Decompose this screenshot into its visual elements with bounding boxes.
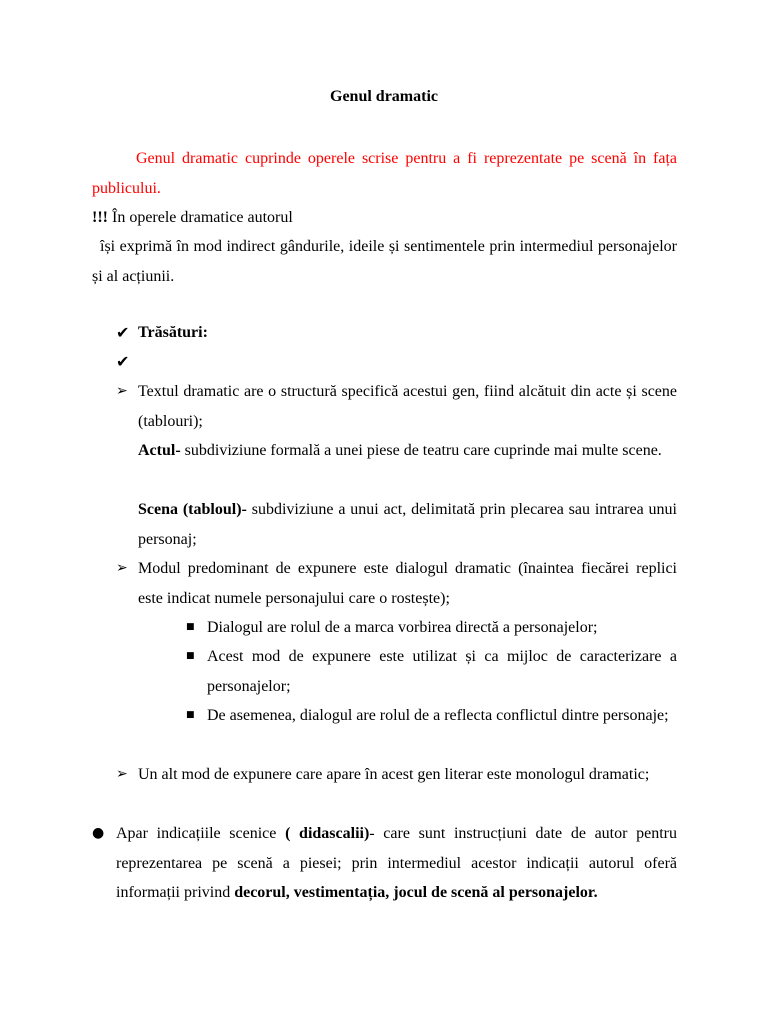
term-actul: Actul-	[138, 442, 181, 459]
definition-actul	[138, 436, 677, 466]
point-didascalii	[116, 819, 677, 908]
square-bullet-icon: ■	[186, 622, 195, 632]
arrow-bullet-icon: ➢	[116, 383, 128, 399]
checkmark-icon: ✔	[116, 323, 130, 342]
note-body	[92, 232, 677, 291]
def-scena: subdiviziune a unui act, delimitată prin plecarea sau intrarea unui personaj;	[138, 501, 677, 548]
sub-point-2: Acest mod de expunere este utilizat și ca mijloc de caracterizare a personajelor;	[207, 648, 677, 695]
point-structure: Textul dramatic are o structură specifică acestui gen, fiind alcătuit din acte și scene (tablouri);	[138, 383, 677, 430]
definition-scena	[138, 495, 677, 554]
didascalii-text-a: Apar indicațiile scenice	[116, 825, 286, 842]
intro-text: Genul dramatic cuprinde operele scrise pentru a fi reprezentate pe scenă în fața publicului.	[92, 150, 677, 197]
sub-point-1: Dialogul are rolul de a marca vorbirea directă a personajelor;	[207, 619, 598, 636]
didascalii-text-b: - care sunt instrucțiuni date de autor pentru reprezentarea pe scenă a piesei; prin intermediul acestor indicații autorul oferă informații privind	[116, 825, 678, 901]
note-head-text: În operele dramatice autorul	[107, 209, 293, 226]
note-marker: !!!	[92, 209, 108, 226]
sub-point-3: De asemenea, dialogul are rolul de a reflecta conflictul dintre personaje;	[207, 707, 669, 724]
arrow-bullet-icon: ➢	[116, 560, 128, 576]
checkmark-icon: ✔	[116, 352, 130, 371]
square-bullet-icon: ■	[186, 651, 195, 661]
term-scena: Scena (tabloul)-	[138, 501, 247, 518]
didascalii-emphasis: decorul, vestimentația, jocul de scenă al personajelor.	[234, 884, 598, 901]
point-monolog: Un alt mod de expunere care apare în acest gen literar este monologul dramatic;	[138, 766, 650, 783]
traits-heading: Trăsături:	[138, 324, 208, 341]
square-bullet-icon: ■	[186, 710, 195, 720]
didascalii-term: ( didascalii)	[285, 825, 370, 842]
page-title: Genul dramatic	[330, 88, 438, 105]
point-dialog: Modul predominant de expunere este dialogul dramatic (înaintea fiecărei replici este indicat numele personajului care o rostește);	[138, 560, 677, 607]
note-heading	[92, 203, 293, 233]
def-actul: subdiviziune formală a unei piese de teatru care cuprinde mai multe scene.	[180, 442, 662, 459]
dot-bullet-icon: ●	[92, 825, 105, 841]
note-body-text: își exprimă în mod indirect gândurile, ideile și sentimentele prin intermediul personajelor și al acțiunii.	[92, 238, 677, 285]
arrow-bullet-icon: ➢	[116, 766, 128, 782]
intro-paragraph	[92, 144, 677, 203]
